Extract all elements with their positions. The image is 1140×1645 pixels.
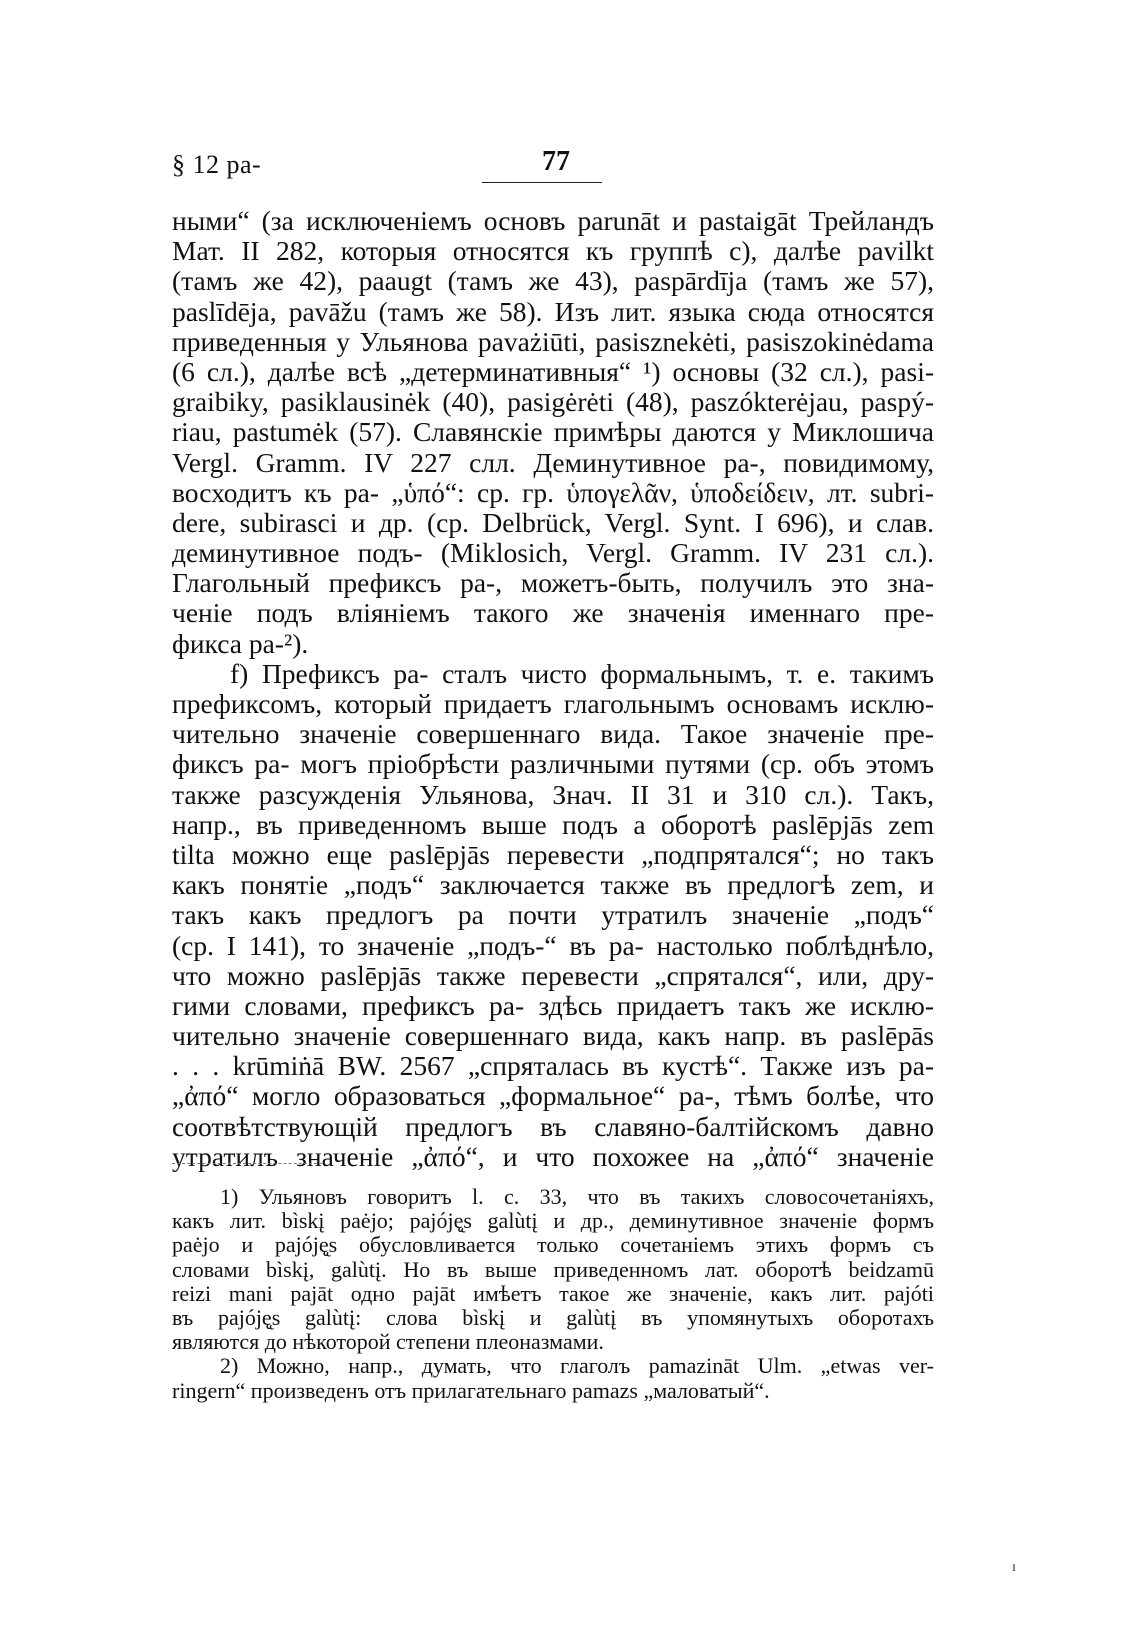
text-line: paslīdēja, pavāžu (тамъ же 58). Изъ лит. языка сюда относятся — [172, 295, 934, 327]
text-line: Vergl. Gramm. IV 227 слл. Деминутивное pa-, повидимому, — [172, 446, 934, 478]
text-line: приведенныя у Ульянова pavażiūti, pasisznekėti, pasiszokinėdama — [172, 325, 934, 357]
stray-mark: ɪ — [1012, 1560, 1016, 1575]
text-line: чительно значеніе совершеннаго вида. Такое значеніе пре- — [172, 718, 934, 750]
text-line: фикса pa-²). — [172, 627, 309, 659]
text-line: такъ какъ предлогъ pa почти утратилъ значеніе „подъ“ — [172, 899, 934, 931]
text-line: tilta можно еще paslēpjās перевести „подпрятался“; но такъ — [172, 838, 934, 870]
footnotes — [172, 1185, 934, 1403]
footnote-line: 2) Можно, напр., думать, что глаголъ pamazināt Ulm. „etwas ver- — [220, 1353, 934, 1379]
text-line: ченіе подъ вліяніемъ такого же значенія именнаго пре- — [172, 597, 934, 629]
text-line: чительно значеніе совершеннаго вида, какъ напр. въ paslēpās — [172, 1020, 934, 1052]
text-line: (6 сл.), далѣе всѣ „детерминативныя“ ¹) основы (32 сл.), pasi- — [172, 355, 934, 387]
text-line: соотвѣтствующій предлогъ въ славяно-балтійскомъ давно — [172, 1110, 934, 1142]
text-line: f) Префиксъ pa- сталъ чисто формальнымъ, т. е. такимъ — [230, 657, 934, 689]
running-header — [172, 146, 932, 186]
main-text — [172, 206, 934, 1172]
text-line: фиксъ pa- могъ пріобрѣсти различными путями (ср. объ этомъ — [172, 748, 934, 780]
text-line: префиксомъ, который придаетъ глагольнымъ основамъ исклю- — [172, 688, 934, 719]
text-line: также разсужденія Ульянова, Знач. II 31 и 310 сл.). Такъ, — [172, 778, 934, 810]
text-line: какъ понятіе „подъ“ заключается также въ предлогѣ zem, и — [172, 869, 934, 901]
text-line: что можно paslēpjās также перевести „спрятался“, или, дру- — [172, 959, 934, 991]
text-line: (ср. I 141), то значеніе „подъ-“ въ pa- настолько поблѣднѣло, — [172, 929, 934, 961]
text-line: ными“ (за исключеніемъ основъ parunāt и pastaigāt Трейландъ — [172, 205, 934, 236]
text-line: dere, subirasci и др. (ср. Delbrück, Vergl. Synt. I 696), и слав. — [172, 506, 934, 538]
text-line: деминутивное подъ- (Miklosich, Vergl. Gramm. IV 231 сл.). — [172, 537, 934, 569]
footnote-line: являются до нѣкоторой степени плеоназмами. — [172, 1329, 604, 1355]
footnote-line: paėjo и pajóję̨s обусловливается только сочетаніемъ этихъ формъ съ — [172, 1232, 934, 1258]
text-line: Мат. II 282, которыя относятся къ группѣ c), далѣе pavilkt — [172, 235, 934, 267]
text-line: утратилъ значеніе „ἀπό“, и что похожее на „ἀπό“ значеніе — [172, 1140, 934, 1172]
text-line: riau, pastumėk (57). Славянскіе примѣры даются у Миклошича — [172, 416, 934, 448]
section-marker: § 12 pa- — [172, 150, 262, 179]
text-line: (тамъ же 42), paaugt (тамъ же 43), paspārdīja (тамъ же 57), — [172, 265, 934, 297]
footnote-line: какъ лит. bìskį paėjo; pajóję̨s galùtį и др., деминутивное значеніе формъ — [172, 1208, 934, 1234]
text-line: . . . krūmiṅā BW. 2567 „спряталась въ кустѣ“. Также изъ pa- — [172, 1050, 934, 1082]
footnote-line: въ pajóję̨s galùtį: слова bìskį и galùtį въ упомянутыхъ оборотахъ — [172, 1304, 934, 1330]
text-line: Глагольный префиксъ pa-, можетъ-быть, получилъ это зна- — [172, 567, 934, 599]
header-rule — [482, 182, 602, 183]
text-line: „ἀπό“ могло образоваться „формальное“ pa-, тѣмъ болѣе, что — [172, 1080, 934, 1112]
text-line: восходитъ къ pa- „ὑπό“: ср. гр. ὑπογελᾶν, ὑποδείδειν, лт. subri- — [172, 476, 934, 508]
footnote-line: ringern“ произведенъ отъ прилагательнаго pamazs „маловатый“. — [172, 1377, 770, 1403]
text-line: graibiky, pasiklausinėk (40), pasigėrėti (48), paszókterėjau, paspý- — [172, 386, 934, 418]
text-line: гими словами, префиксъ pa- здѣсь придаетъ такъ же исклю- — [172, 989, 934, 1021]
footnote-separator — [172, 1163, 322, 1164]
page-number: 77 — [542, 146, 570, 177]
footnote-line: словами bìskį, galùtį. Но въ выше приведенномъ лат. оборотѣ beidzamū — [172, 1256, 934, 1282]
text-line: напр., въ приведенномъ выше подъ a оборотѣ paslēpjās zem — [172, 808, 934, 840]
footnote-line: reizi mani pajāt одно pajāt имѣетъ такое же значеніе, какъ лит. pajóti — [172, 1280, 934, 1306]
footnote-line: 1) Ульяновъ говоритъ l. c. 33, что въ такихъ словосочетаніяхъ, — [220, 1184, 934, 1209]
